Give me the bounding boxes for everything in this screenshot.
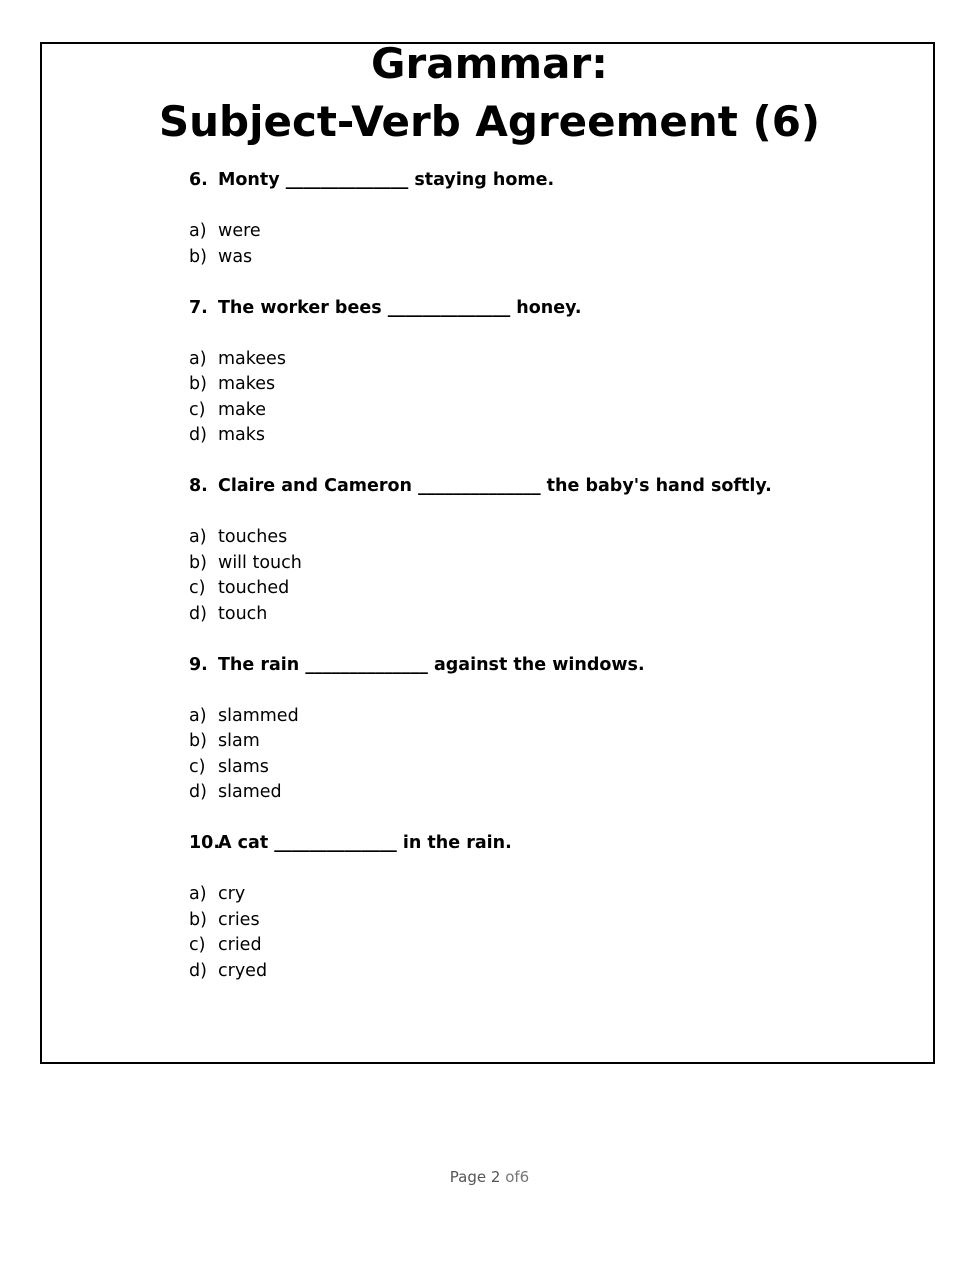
current-page-number: 2 xyxy=(490,1168,501,1186)
question-prompt xyxy=(189,831,889,856)
answer-option xyxy=(189,755,889,781)
answer-option xyxy=(189,704,889,730)
answer-option xyxy=(189,729,889,755)
question-number: 7. xyxy=(189,297,208,318)
question-list xyxy=(189,168,889,984)
option-text: cried xyxy=(218,935,262,955)
question-text: The worker bees ______________ honey. xyxy=(218,297,582,318)
option-letter: c) xyxy=(189,935,206,955)
option-text: touched xyxy=(218,578,290,598)
answer-option xyxy=(189,398,889,424)
option-text: slammed xyxy=(218,705,299,726)
worksheet-subtitle: Subject-Verb Agreement (6) xyxy=(158,97,821,146)
answer-option xyxy=(189,525,889,551)
answer-option xyxy=(189,245,889,271)
answer-option xyxy=(189,576,889,602)
option-letter: c) xyxy=(189,756,206,777)
option-text: makes xyxy=(218,374,276,394)
option-letter: a) xyxy=(189,884,207,904)
option-text: were xyxy=(218,221,261,241)
question-separator xyxy=(189,806,889,832)
question-text: Monty ______________ staying home. xyxy=(218,170,555,190)
option-letter: d) xyxy=(189,425,207,445)
answer-option xyxy=(189,423,889,449)
answer-option xyxy=(189,347,889,373)
answer-option xyxy=(189,219,889,245)
option-letter: b) xyxy=(189,552,207,573)
option-text: was xyxy=(218,246,253,267)
option-text: maks xyxy=(218,425,266,445)
option-letter: d) xyxy=(189,960,207,981)
option-letter: a) xyxy=(189,705,207,726)
option-letter: b) xyxy=(189,731,207,751)
question-prompt xyxy=(189,474,889,499)
answer-option xyxy=(189,959,889,985)
question-text: The rain ______________ against the windows. xyxy=(218,654,645,675)
option-letter: d) xyxy=(189,603,207,624)
page-label: Page xyxy=(449,1168,487,1186)
question-gap xyxy=(189,321,889,347)
option-text: slams xyxy=(218,756,269,777)
option-letter: c) xyxy=(189,399,206,420)
option-text: cry xyxy=(218,884,246,904)
answer-option xyxy=(189,602,889,628)
option-letter: a) xyxy=(189,527,207,547)
answer-option xyxy=(189,882,889,908)
question-text: Claire and Cameron ______________ the baby's hand softly. xyxy=(218,476,772,496)
option-letter: b) xyxy=(189,909,207,930)
total-pages-number: 6 xyxy=(519,1168,530,1186)
option-text: make xyxy=(218,399,267,420)
answer-option xyxy=(189,933,889,959)
option-text: cries xyxy=(218,909,260,930)
answer-option xyxy=(189,908,889,934)
answer-option xyxy=(189,780,889,806)
question-text: A cat ______________ in the rain. xyxy=(218,833,512,853)
question-gap xyxy=(189,678,889,704)
option-letter: b) xyxy=(189,246,207,267)
question-separator xyxy=(189,449,889,475)
question-separator xyxy=(189,270,889,296)
question-separator xyxy=(189,627,889,653)
option-text: will touch xyxy=(218,552,302,573)
option-letter: d) xyxy=(189,782,207,802)
question-prompt xyxy=(189,296,889,321)
question-number: 10. xyxy=(189,833,221,853)
option-letter: c) xyxy=(189,578,206,598)
worksheet-title: Grammar: xyxy=(371,39,608,88)
question-gap xyxy=(189,856,889,882)
question-number: 6. xyxy=(189,170,208,190)
option-letter: b) xyxy=(189,374,207,394)
option-text: touches xyxy=(218,527,288,547)
option-text: cryed xyxy=(218,960,268,981)
option-letter: a) xyxy=(189,348,207,369)
question-prompt xyxy=(189,653,889,678)
answer-option xyxy=(189,372,889,398)
question-gap xyxy=(189,193,889,219)
page-footer xyxy=(0,1168,979,1186)
question-gap xyxy=(189,499,889,525)
question-number: 9. xyxy=(189,654,208,675)
option-text: slam xyxy=(218,731,260,751)
option-text: makees xyxy=(218,348,286,369)
answer-option xyxy=(189,551,889,577)
question-prompt xyxy=(189,168,889,193)
option-text: slamed xyxy=(218,782,282,802)
option-text: touch xyxy=(218,603,268,624)
option-letter: a) xyxy=(189,221,207,241)
of-label: of xyxy=(505,1168,520,1186)
question-number: 8. xyxy=(189,476,208,496)
